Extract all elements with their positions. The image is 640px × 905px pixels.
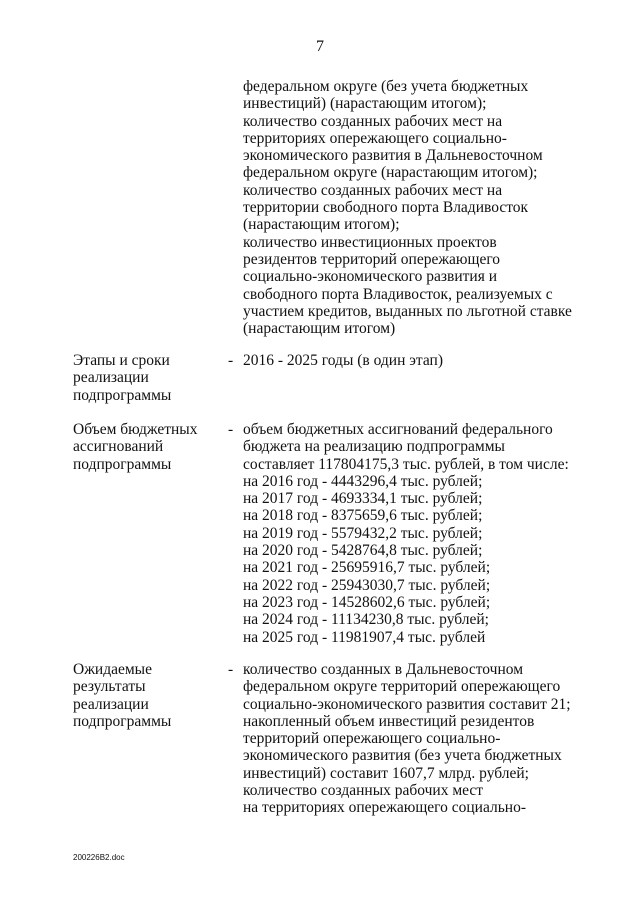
results-label-line: реализации [73,695,149,713]
continuation-line: федеральном округе (без учета бюджетных [243,78,529,95]
results-line: инвестиций) составит 1607,7 млрд. рублей; [243,764,529,782]
budget-label-line: ассигнований [73,438,164,456]
continuation-line: количество созданных рабочих мест на [243,112,503,130]
budget-line: на 2018 год - 8375659,6 тыс. рублей; [243,507,483,525]
continuation-line: территориях опережающего социально- [243,129,507,147]
stages-label [73,352,223,404]
continuation-line: территории свободного порта Владивосток [243,199,529,217]
stages-line: 2016 - 2025 годы (в один этап) [243,352,443,369]
budget-dash: - [228,421,234,438]
budget-line: на 2024 год - 11134230,8 тыс. рублей; [243,611,489,629]
budget-line: бюджета на реализацию подпрограммы [243,438,505,456]
results-line: экономического развития (без учета бюджетных [243,747,562,765]
results-label-line: Ожидаемые [73,661,152,678]
budget-line: на 2023 год - 14528602,6 тыс. рублей; [243,593,491,611]
results-line: количество созданных рабочих мест [243,782,484,800]
continuation-line: (нарастающим итогом); [243,216,400,234]
stages-label-line: Этапы и сроки [73,352,170,369]
footer-filename: 200226В2.doc [73,853,125,862]
stages-label-line: реализации [73,369,149,387]
continuation-line: количество созданных рабочих мест на [243,181,503,199]
continuation-line: инвестиций) (нарастающим итогом); [243,95,487,113]
stages-text [243,352,593,369]
results-line: на территориях опережающего социально- [243,799,526,817]
budget-label [73,421,223,473]
continuation-line: федеральном округе (нарастающим итогом); [243,164,538,182]
budget-line: на 2020 год - 5428764,8 тыс. рублей; [243,542,483,560]
budget-line: на 2017 год - 4693334,1 тыс. рублей; [243,490,483,508]
results-dash: - [228,661,234,678]
budget-line: объем бюджетных ассигнований федерального [243,421,553,438]
continuation-line: количество инвестиционных проектов [243,233,497,251]
results-text [243,661,593,817]
stages-label-line: подпрограммы [73,386,172,404]
results-label-line: подпрограммы [73,712,172,730]
continuation-line: экономического развития в Дальневосточном [243,147,543,165]
stages-dash: - [228,352,234,369]
budget-line: на 2025 год - 11981907,4 тыс. рублей [243,628,486,646]
results-line: количество созданных в Дальневосточном [243,661,523,678]
results-line: накопленный объем инвестиций резидентов [243,712,535,730]
results-label-line: результаты [73,678,146,696]
budget-line: на 2019 год - 5579432,2 тыс. рублей; [243,524,483,542]
continuation-line: резидентов территорий опережающего [243,250,501,268]
page-number: 7 [316,38,324,55]
budget-label-line: Объем бюджетных [73,421,198,438]
budget-line: на 2022 год - 25943030,7 тыс. рублей; [243,576,491,594]
continuation-line: (нарастающим итогом) [243,320,396,338]
budget-line: на 2021 год - 25695916,7 тыс. рублей; [243,559,491,577]
continuation-text [243,78,593,337]
results-line: федеральном округе территорий опережающего [243,678,561,696]
continuation-line: участием кредитов, выданных по льготной ставке [243,302,572,320]
budget-line: составляет 117804175,3 тыс. рублей, в том числе: [243,455,569,473]
continuation-line: свободного порта Владивосток, реализуемых с [243,285,553,303]
continuation-line: социально-экономического развития и [243,268,498,286]
results-line: социально-экономического развития составит 21; [243,695,571,713]
budget-label-line: подпрограммы [73,455,172,473]
results-line: территорий опережающего социально- [243,730,501,748]
budget-text [243,421,593,646]
budget-line: на 2016 год - 4443296,4 тыс. рублей; [243,472,483,490]
results-label [73,661,223,730]
